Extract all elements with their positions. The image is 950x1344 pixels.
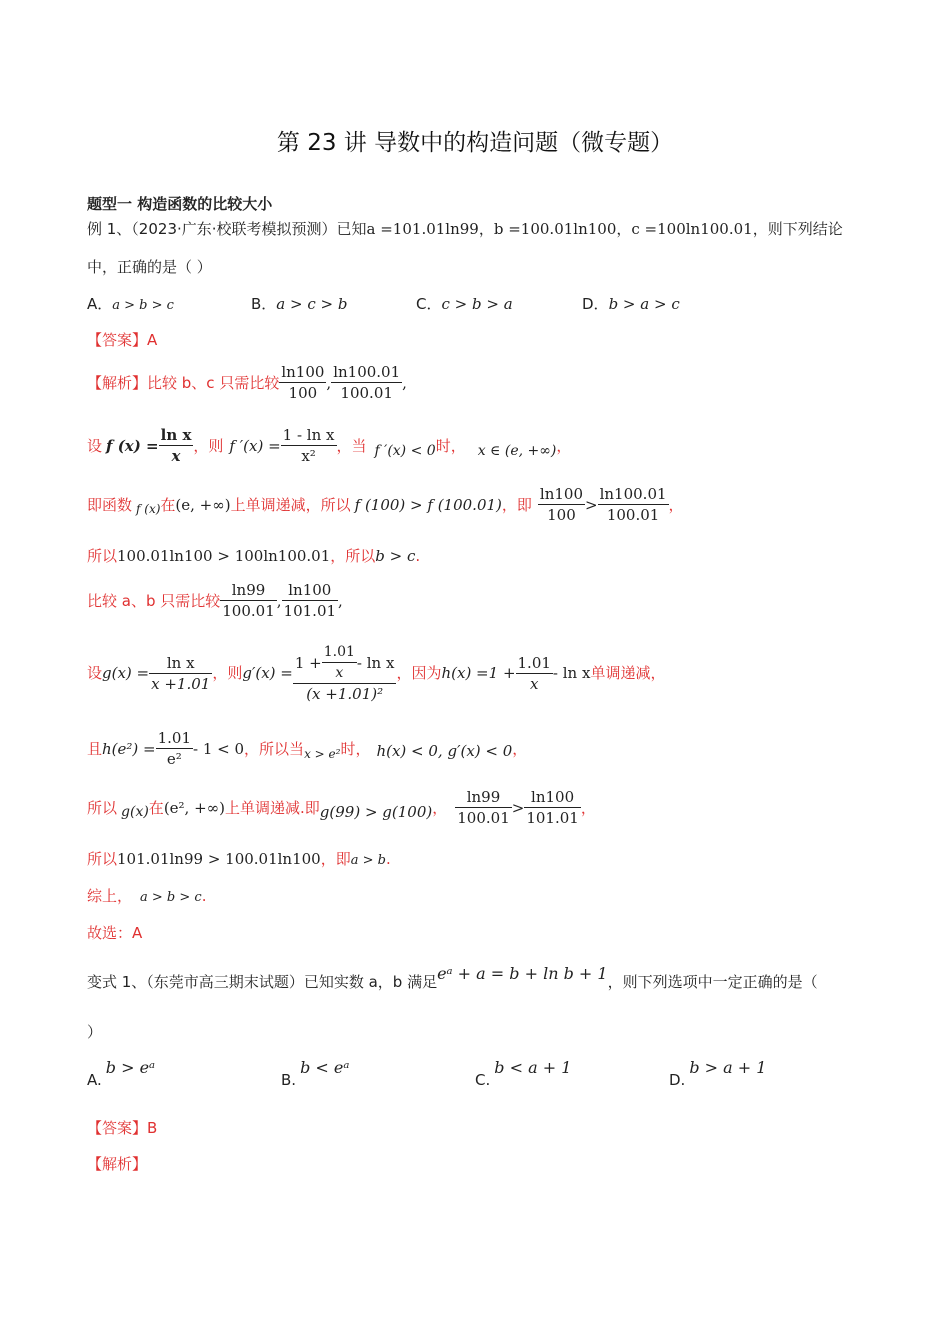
text: 综上， <box>87 887 133 905</box>
equation-b: b =100.01ln100 <box>493 220 617 238</box>
text: 上单调递减，所以 <box>230 495 351 514</box>
option-letter: B． <box>251 295 277 313</box>
text: ，即 <box>320 850 351 868</box>
comma: ， <box>478 220 494 238</box>
gt-sign: > <box>585 495 598 514</box>
text: 且 <box>87 739 103 758</box>
analysis-line-10 <box>87 886 206 908</box>
example1-suffix: ，则下列结论 <box>752 220 843 238</box>
equation-c: c =100ln100.01 <box>631 220 753 238</box>
equation-a: a =101.01ln99 <box>366 220 479 238</box>
compound-fraction <box>293 642 397 704</box>
fraction: $\frac{\ln 100}{101.01}$ <box>526 788 579 827</box>
analysis-line-2 <box>87 425 571 466</box>
text: ，所以当 <box>244 739 305 758</box>
text: - ln x <box>356 653 395 672</box>
fraction: $\frac{\text{ln x}}{x}$ <box>160 426 192 465</box>
analysis-line-7 <box>87 728 527 769</box>
fraction: $\frac{\text{ln x}}{x +1.01}$ <box>151 653 211 693</box>
text: 单调递减， <box>590 664 666 682</box>
fraction: $\frac{\text{1 - ln x}}{\text{x²}}$ <box>282 426 335 465</box>
interval: (e², +∞) <box>163 798 226 817</box>
analysis-label: 【解析】 <box>87 373 148 392</box>
option-expr: c > b > a <box>441 295 513 313</box>
option-b <box>251 294 347 314</box>
text: ，则 <box>212 664 243 682</box>
text: 在 <box>160 495 176 514</box>
variant1-equation: eᵃ + a = b + ln b + 1 <box>437 964 608 983</box>
derivative-g: g′(x) = <box>242 664 293 682</box>
option-expr: b < eᵃ <box>300 1058 350 1077</box>
condition: x > e² <box>304 746 341 761</box>
derivative-f: f ′(x) = <box>229 436 281 455</box>
function-f: f (x) = <box>106 436 159 455</box>
text: 所以 <box>87 850 118 868</box>
fraction: $\frac{\ln 100}{100}$ <box>281 363 325 402</box>
analysis-line-9 <box>87 849 391 871</box>
fraction: $\frac{\ln 99}{100.01}$ <box>457 788 510 827</box>
option-letter: D. <box>669 1071 686 1089</box>
analysis-line-4 <box>87 546 420 566</box>
text: 所以 <box>87 798 118 817</box>
inequality: 101.01ln99 > 100.01ln100 <box>117 850 321 868</box>
result: b > c <box>375 547 416 565</box>
text: 时， <box>340 739 371 758</box>
condition: f ′(x) < 0 <box>374 442 436 459</box>
text: 设 <box>87 664 103 682</box>
final-choice: 故选：A <box>87 924 143 942</box>
inequality: 100.01ln100 > 100ln100.01 <box>117 547 331 565</box>
option-expr: b > a + 1 <box>689 1058 767 1077</box>
text: ，当 <box>336 436 367 455</box>
inequality: f (100) > f (100.01) <box>354 495 502 514</box>
fraction: $\frac{\ln 100.01}{100.01}$ <box>333 363 401 402</box>
variant1-prefix: 变式 1、（东莞市高三期末试题）已知实数 a，b 满足 <box>87 973 438 991</box>
text: . <box>201 887 207 905</box>
function-h: h(x) =1 + <box>441 664 516 682</box>
text: 在 <box>148 798 164 817</box>
fraction: $\frac{\ln 100}{100}$ <box>539 485 584 524</box>
option-a <box>87 294 174 316</box>
text: 1 + <box>294 653 322 672</box>
fraction: $\frac{\ln 100.01}{100.01}$ <box>599 485 667 524</box>
option-expr: a > b > c <box>112 298 174 313</box>
function-h: h(e²) = <box>102 739 156 758</box>
text: ，即 <box>501 495 532 514</box>
page-title: 第 23 讲 导数中的构造问题（微专题） <box>276 130 674 156</box>
option-letter: A. <box>87 1071 102 1089</box>
text: 所以 <box>87 547 118 565</box>
variant-option-b <box>281 1058 350 1089</box>
option-expr: a > c > b <box>276 295 348 313</box>
option-letter: A． <box>87 295 113 313</box>
text: 上单调递减.即 <box>225 798 320 817</box>
text: ，所以 <box>330 547 376 565</box>
gt-sign: > <box>511 798 525 817</box>
option-c <box>416 294 513 314</box>
option-d <box>582 294 680 314</box>
option-letter: D． <box>582 295 609 313</box>
comma: ， <box>616 220 632 238</box>
text: ， <box>580 798 596 817</box>
option-expr: b > eᵃ <box>105 1058 156 1077</box>
result: h(x) < 0, g′(x) < 0 <box>376 741 513 760</box>
variant1-suffix: ，则下列选项中一定正确的是（ <box>607 973 818 991</box>
text: ，则 <box>193 436 224 455</box>
analysis-line-6 <box>87 642 665 704</box>
text: ，因为 <box>396 664 442 682</box>
text: . <box>415 547 421 565</box>
fraction: $\frac{\ln 100}{101.01}$ <box>283 581 337 620</box>
result: a > b > c <box>140 890 202 905</box>
text: 时， <box>435 436 466 455</box>
variant1-stem-line2: ） <box>87 1023 103 1041</box>
variant-option-d <box>669 1058 767 1089</box>
text: 比较 a、b 只需比较 <box>87 591 221 610</box>
text: 设 <box>87 436 103 455</box>
variant-answer-label: 【答案】B <box>87 1119 158 1137</box>
text: ， <box>512 739 528 758</box>
fraction: $\frac{1.01}{x}$ <box>323 644 355 681</box>
analysis-line-5: 比较 a、b 只需比较 $\frac{\ln 99}{100.01}$ , $\frac{\ln 100}{101.01}$ , <box>87 581 343 620</box>
section-heading: 题型一 构造函数的比较大小 <box>87 195 273 213</box>
example1-prefix: 例 1、（2023·广东·校联考模拟预测）已知 <box>87 220 367 238</box>
text: - 1 < 0 <box>193 739 245 758</box>
option-letter: C． <box>416 295 442 313</box>
option-expr: b > a > c <box>608 295 680 313</box>
variant1-stem <box>87 964 818 992</box>
interval: (e, +∞) <box>175 495 231 514</box>
inequality: g(99) > g(100) <box>319 802 433 821</box>
analysis-line-3 <box>87 484 684 525</box>
fraction: $\frac{1.01}{\text{e²}}$ <box>157 729 192 768</box>
analysis-line-8 <box>87 787 596 828</box>
fraction: $\frac{1.01}{x}$ <box>517 653 551 693</box>
answer-label: 【答案】A <box>87 331 158 349</box>
text: ， <box>668 495 684 514</box>
text: ， <box>432 798 448 817</box>
analysis-line-1: 【解析】 比较 b、c 只需比较 $\frac{\ln 100}{100}$ , $\frac{\ln 100.01}{100.01}$ , <box>87 363 407 402</box>
option-expr: b < a + 1 <box>494 1058 572 1077</box>
analysis-text: 比较 b、c 只需比较 <box>147 373 280 392</box>
text: ， <box>556 436 572 455</box>
option-letter: B. <box>281 1071 297 1089</box>
function-g: g(x) = <box>102 664 150 682</box>
result: a > b <box>350 853 386 868</box>
example1-stem <box>87 219 843 239</box>
function-g: g(x) <box>121 803 149 820</box>
range: x ∈ (e, +∞) <box>477 442 557 459</box>
option-letter: C. <box>475 1071 491 1089</box>
denominator: (x +1.01)² <box>306 685 384 703</box>
variant-option-a <box>87 1058 156 1089</box>
text: - ln x <box>552 664 591 682</box>
variant-option-c <box>475 1058 572 1089</box>
text: . <box>385 850 391 868</box>
text: 即函数 <box>87 495 133 514</box>
variant-analysis-label: 【解析】 <box>87 1155 148 1173</box>
fraction: $\frac{\ln 99}{100.01}$ <box>222 581 275 620</box>
function-f: f (x) <box>136 501 161 516</box>
example1-stem-line2: 中，正确的是（ ） <box>87 258 212 276</box>
